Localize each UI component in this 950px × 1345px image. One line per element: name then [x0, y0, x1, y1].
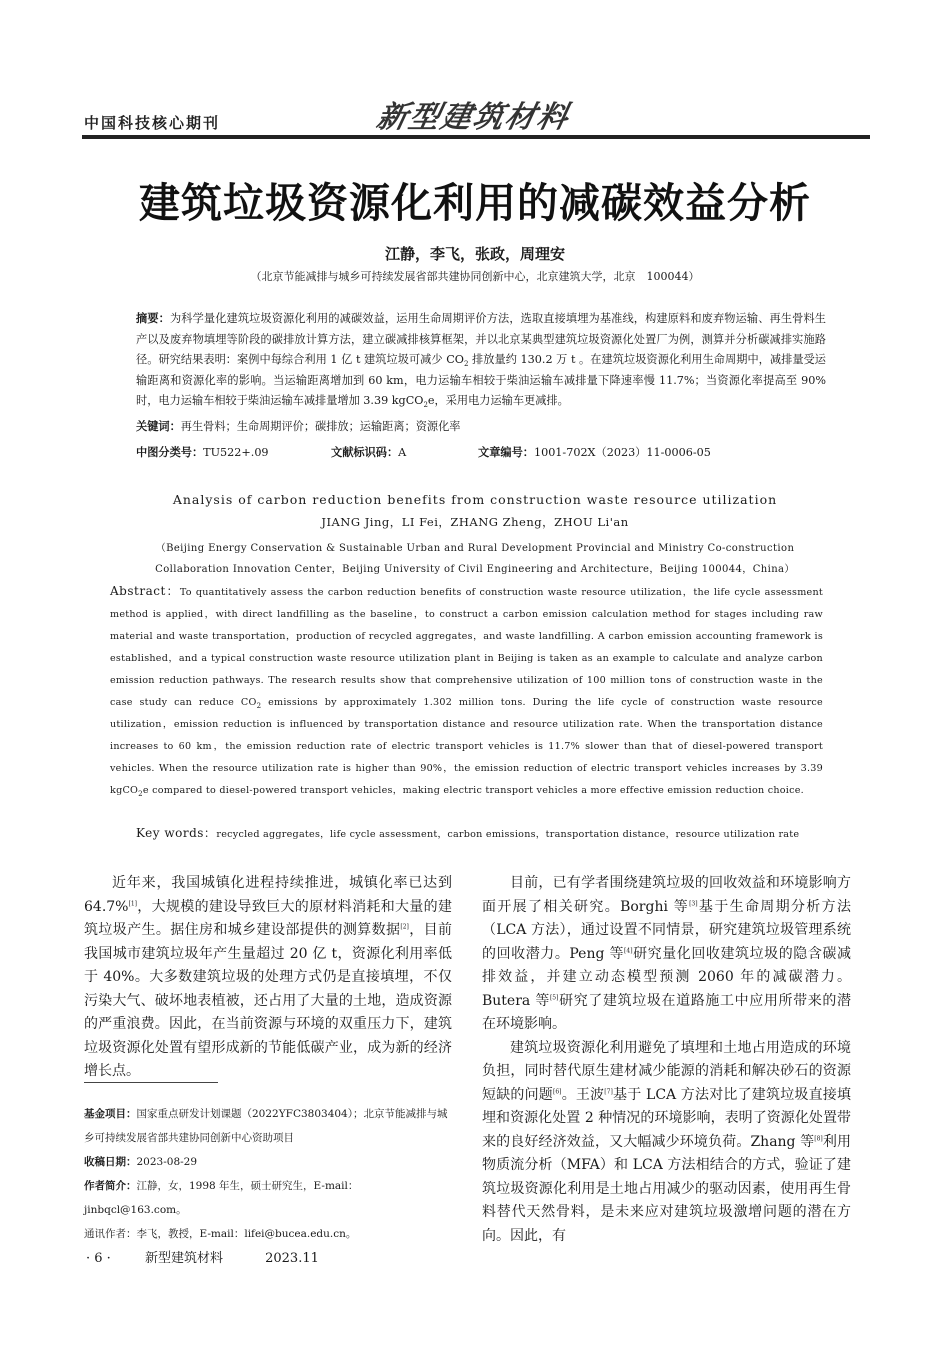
footnote-fund: 基金项目：国家重点研发计划课题（2022YFC3803404）；北京节能减排与城乡可持续发展省部共建协同创新中心资助项目	[84, 1108, 448, 1144]
footnotes	[84, 1102, 452, 1246]
abstract-cn-text: 为科学量化建筑垃圾资源化利用的减碳效益，运用生命周期评价方法，选取直接填埋为基准线，构建原料和废弃物运输、再生骨料生产以及废弃物填埋等阶段的碳排放计算方法，建立碳减排核算框架，并以北京某典型建筑垃圾资源化处置厂为例，测算并分析碳减排实施路径。研究结果表明：案例中每综合利用 1 亿 t 建筑垃圾可减少 CO	[136, 312, 826, 366]
co2e-subscript: 2	[423, 401, 428, 410]
footnote-rule	[84, 1082, 218, 1083]
journal-logo: 新型建筑材料	[373, 100, 573, 135]
citation-ref: [7]	[604, 1087, 613, 1095]
header-rule	[82, 135, 870, 139]
english-abstract-label: Abstract：	[110, 584, 180, 598]
paper-title: 建筑垃圾资源化利用的减碳效益分析	[139, 179, 811, 227]
abstract-cn-text: 排放量约 130.2 万 t 。在建筑垃圾资源化利用生命周期中，减排量受运输距离和资源化率的影响。当运输距离增加到 60 km，电力运输车相较于柴油运输车减排量下降速率慢 11.7%；当资源化率提高至 90%时，电力运输车相较于柴油运输车减排量增加 3.39 kgCO	[136, 353, 826, 407]
body-paragraph: 建筑垃圾资源化利用避免了填埋和土地占用造成的环境负担，同时替代原生建材减少能源的消耗和解决砂石的资源短缺的问题[6]。王波[7]基于 LCA 方法对比了建筑垃圾直接填埋和资源化处置 2 种情况的环境影响，表明了资源化处置带来的良好经济效益，又大幅减少环境负荷。Zhang 等[8]利用物质流分析（MFA）和 LCA 方法相结合的方式，验证了建筑垃圾资源化利用是土地占用减少的驱动因素，使用再生骨料替代天然骨料，是未来应对建筑垃圾激增问题的潜在方向。因此，有	[482, 1039, 851, 1244]
english-affiliation: （Beijing Energy Conservation & Sustainable Urban and Rural Development Provincial and Ministry Co-construction Collaboration Innovation Center，Beijing University of Civil Engineering and Architecture，Beijing 100044，China）	[155, 543, 795, 575]
keywords-cn-label: 关键词：	[136, 420, 181, 433]
co2e-subscript: 2	[138, 789, 143, 798]
paper-authors: 江静，李飞，张政，周理安	[384, 245, 565, 263]
keywords-cn-text: 再生骨料；生命周期评价；碳排放；运输距离；资源化率	[180, 420, 461, 433]
citation-ref: [2]	[400, 923, 409, 931]
co2-subscript: 2	[256, 701, 262, 710]
citation-ref: [3]	[689, 899, 698, 907]
body-paragraph: 目前，已有学者围绕建筑垃圾的回收效益和环境影响方面开展了相关研究。Borghi 等[3]基于生命周期分析方法（LCA 方法），通过设置不同情景，研究建筑垃圾管理系统的回收潜力。Peng 等[4]研究量化回收建筑垃圾的隐含碳减排效益，并建立动态模型预测 2060 年的减碳潜力。Butera 等[5]研究了建筑垃圾在道路施工中应用所带来的潜在环境影响。	[482, 875, 851, 1032]
abstract-cn	[136, 309, 826, 412]
citation-ref: [6]	[553, 1087, 562, 1095]
clc-number: 中图分类号：TU522+.09	[136, 446, 269, 459]
citation-ref: [1]	[128, 899, 137, 907]
journal-label: 中国科技核心期刊	[84, 114, 221, 132]
abstract-cn-label: 摘要：	[136, 312, 170, 325]
english-authors: JIANG Jing，LI Fei，ZHANG Zheng，ZHOU Li'an	[321, 515, 629, 529]
document-code: 文献标识码：A	[331, 446, 407, 459]
citation-ref: [4]	[624, 946, 633, 954]
english-keywords: Key words：recycled aggregates，life cycle assessment，carbon emissions，transportation distance，resource utilization rate	[136, 826, 800, 840]
page-number: · 6 ·	[86, 1251, 111, 1266]
co2-subscript: 2	[463, 360, 469, 369]
english-abstract: Abstract：To quantitatively assess the carbon reduction benefits of construction waste resource utilization，the life cycle assessment method is applied，with direct landfilling as the baseline，to construct a carbon emission calculation method for stages including raw material and waste transportation，production of recycled aggregates，and waste landfilling. A carbon emission accounting framework is established，and a typical construction waste resource utilization plant in Beijing is taken as an example to calculate and analyze carbon emission reduction pathways. The research results show that comprehensive utilization of 100 million tons of construction waste in the case study can reduce $CO_2$ emissions by approximately 1.302 million tons. During the life cycle of construction waste resource utilization，emission reduction is influenced by transportation distance and resource utilization rate. When the transportation distance increases to 60 km，the emission reduction rate of electric transport vehicles is 11.7% slower than that of diesel-powered transport vehicles. When the resource utilization rate is higher than 90%，the emission reduction of electric transport vehicles increases by 3.39 kgCO$_2$e compared to diesel-powered transport vehicles，making electric transport vehicles a more effective emission reduction choice.	[110, 584, 824, 798]
english-title: Analysis of carbon reduction benefits from construction waste resource utilization	[172, 492, 778, 507]
page-footer	[86, 1247, 319, 1266]
footnote-corresponding: 通讯作者：李飞，教授，E-mail：lifei@bucea.edu.cn。	[84, 1228, 357, 1240]
footer-issue: 2023.11	[265, 1251, 319, 1266]
keywords-cn	[136, 418, 826, 434]
paper-affiliation: （北京节能减排与城乡可持续发展省部共建协同创新中心，北京建筑大学，北京 100044）	[250, 270, 700, 283]
body-column-right	[482, 872, 851, 1248]
abstract-cn-text: e，采用电力运输车更减排。	[427, 394, 569, 407]
body-column-left	[84, 872, 452, 1084]
footnote-author: 作者简介：江静，女，1998 年生，硕士研究生，E-mail：jinbqcl@163.com。	[84, 1180, 359, 1216]
citation-ref: [8]	[814, 1134, 823, 1142]
body-paragraph: 近年来，我国城镇化进程持续推进，城镇化率已达到 64.7%[1]，大规模的建设导致巨大的原材料消耗和大量的建筑垃圾产生。据住房和城乡建设部提供的测算数据[2]，目前我国城市建筑垃圾年产生量超过 20 亿 t，资源化利用率低于 40%。大多数建筑垃圾的处理方式仍是直接填埋，不仅污染大气、破坏地表植被，还占用了大量的土地，造成资源的严重浪费。因此，在当前资源与环境的双重压力下，建筑垃圾资源化处置有望形成新的节能低碳产业，成为新的经济增长点。	[84, 875, 452, 1079]
english-keywords-label: Key words：	[136, 826, 217, 840]
citation-ref: [5]	[549, 993, 559, 1001]
footnote-received: 收稿日期：2023-08-29	[84, 1156, 198, 1168]
footer-journal: 新型建筑材料	[144, 1251, 223, 1266]
article-number: 文章编号：1001-702X（2023）11-0006-05	[478, 446, 711, 459]
